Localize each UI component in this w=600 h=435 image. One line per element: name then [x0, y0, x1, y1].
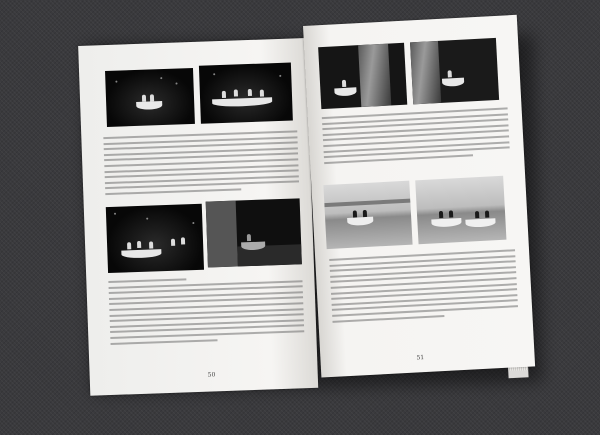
- under-bridge-canoe-photo: [318, 43, 407, 109]
- right-page: [303, 15, 535, 378]
- night-canoe-group-photo: [199, 63, 293, 124]
- daytime-canoe-photo: [323, 181, 412, 249]
- left-page-number: 50: [207, 371, 216, 379]
- two-canoes-daytime-photo: [415, 176, 506, 245]
- night-canoe-photo: [105, 68, 195, 127]
- right-body-text-1: [322, 107, 510, 167]
- tunnel-canoe-photo: [206, 198, 302, 267]
- left-body-text-2: [108, 274, 304, 348]
- left-body-text-1: [103, 130, 299, 198]
- right-body-text-2: [329, 249, 518, 326]
- night-river-crowd-photo: [106, 204, 204, 273]
- left-page: [78, 38, 318, 396]
- bridge-pillar-canoe-photo: [410, 38, 499, 104]
- right-page-number: 51: [416, 354, 425, 362]
